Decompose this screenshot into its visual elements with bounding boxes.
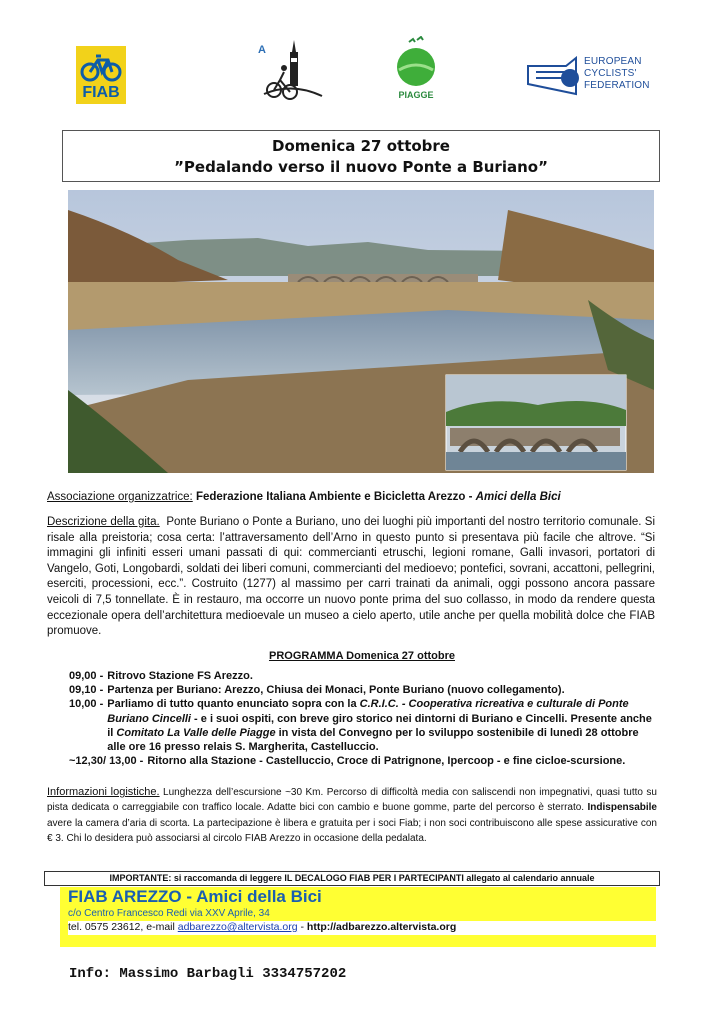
fiab-logo-text: FIAB	[82, 84, 120, 101]
program-text	[107, 697, 657, 754]
amici-della-bici-logo	[258, 38, 324, 104]
program-item	[69, 697, 657, 754]
program-item	[69, 754, 657, 768]
important-notice: IMPORTANTE: si raccomanda di leggere IL DECALOGO FIAB PER I PARTECIPANTI allegato al calendario annuale	[44, 871, 660, 886]
ecf-logo-text	[584, 56, 650, 92]
event-title: ”Pedalando verso il nuovo Ponte a Buriano”	[174, 158, 548, 176]
description-text: Ponte Buriano o Ponte a Buriano, uno dei luoghi più importanti del nostro territorio comunale. Si risale alla preistoria; cosa certa: l’attraversamento dell’Arno in questo punto si presentava più facile che altrove. “Si immagini gli infiniti esseri umani passati di qui: commercianti etruschi, legioni romane, Galli invasori, portatori di Vangelo, Goti, Longobardi, soldati dei liberi comuni, commercianti del medioevo; pontefici, sovrani, accattoni, pellegrini, eserciti, processioni, ecc.”. Costruito (1277) al massimo per carri trainati da animali, oggi possono ancora passare veicoli di 7,5 tonnellate. È in restauro, ma occorre un nuovo ponte prima del suo collasso, in modo da rendere questa eccezionale opera dell’architettura medioevale un museo a cielo aperto, utile anche per quella mobilità dolce che FIAB promuove.	[47, 516, 655, 638]
footer-title: FIAB AREZZO - Amici della Bici	[68, 887, 322, 906]
organizer-name: Federazione Italiana Ambiente e Bicicletta Arezzo	[195, 491, 466, 503]
program-item	[69, 683, 657, 697]
piagge-logo	[393, 36, 439, 106]
website-link[interactable]: http://adbarezzo.altervista.org	[306, 921, 457, 933]
ecf-line-1: EUROPEAN	[584, 56, 642, 67]
footer-tel: tel. 0575 23612, e-mail	[68, 921, 178, 933]
program-text: Partenza per Buriano: Arezzo, Chiusa dei Monaci, Ponte Buriano (nuovo collegamento).	[107, 684, 565, 697]
info-text: Info: Massimo Barbagli 3334757202	[69, 966, 347, 982]
program-time: 09,10 -	[69, 684, 104, 697]
program-title-text: PROGRAMMA Domenica 27 ottobre	[268, 650, 455, 662]
info-contact	[69, 966, 346, 982]
logistics-info	[47, 785, 657, 847]
program-text: Ritrovo Stazione FS Arezzo.	[107, 670, 253, 682]
piagge-logo-text: PIAGGE	[398, 90, 434, 100]
event-date: Domenica 27 ottobre	[272, 137, 450, 155]
cric-name: C.R.I.C. - Cooperativa ricreativa e culturale di Ponte Buriano Cincelli	[107, 698, 629, 725]
footer-contact	[68, 921, 656, 935]
description-label: Descrizione della gita.	[47, 516, 160, 528]
event-title-box	[62, 130, 660, 182]
ecf-line-3: FEDERATION	[584, 80, 650, 91]
program-text-part: - e i suoi ospiti, con breve giro storico nei dintorni di Buriano e Cincelli. Presente anche il	[107, 712, 652, 739]
logistics-bold: Indispensabile	[587, 802, 657, 814]
ecf-swoosh-icon	[526, 56, 580, 96]
program-title	[0, 650, 724, 662]
program-text: Ritorno alla Stazione - Castelluccio, Croce di Patrignone, Ipercoop - e fine cicloe-scursione.	[147, 755, 626, 768]
program-time: ~12,30/ 13,00 -	[69, 755, 144, 768]
ecf-logo	[526, 56, 656, 100]
organizer-line	[47, 491, 561, 503]
ecf-line-2: CYCLISTS'	[584, 68, 637, 79]
program-list	[69, 669, 657, 768]
program-time: 10,00 -	[69, 698, 104, 711]
program-time: 09,00 -	[69, 670, 104, 682]
program-item	[69, 669, 657, 683]
email-link[interactable]: adbarezzo@altervista.org	[177, 921, 298, 933]
tower-cyclist-icon	[258, 38, 324, 104]
organizer-label: Associazione organizzatrice:	[47, 491, 193, 503]
organizer-club: Amici della Bici	[475, 491, 561, 503]
trip-description	[47, 515, 655, 640]
comitato-name: Comitato La Valle delle Piagge	[116, 726, 276, 739]
program-text-part: in vista del Convegno per lo sviluppo sostenibile di lunedì 28 ottobre alle ore 16 presso relais S. Margherita, Castelluccio.	[107, 726, 639, 754]
footer-separator: -	[297, 921, 307, 933]
globe-icon	[393, 36, 439, 90]
organizer-separator: -	[465, 491, 476, 503]
logistics-label: Informazioni logistiche.	[47, 786, 160, 798]
logistics-text: Lunghezza dell’escursione ~30 Km. Percorso di difficoltà media con saliscendi non impegnativi, quasi tutto su pista dedicata o carreggiabile con traffico locale. Adatte bici con cambio e buone gomme, parte del percorso è sterrato.	[47, 787, 657, 814]
logistics-text: avere la camera d’aria di scorta. La partecipazione è libera e gratuita per i soci Fiab; i non soci contribuiscono alle spese assicurative con € 3. Chi lo desidera può associarsi al circolo FIAB Arezzo in occasione della pedalata.	[47, 817, 657, 845]
program-text-part: Parliamo di tutto quanto enunciato sopra con la	[107, 698, 360, 711]
amici-logo-letter: A	[258, 44, 266, 56]
bicycle-icon	[80, 52, 122, 82]
ponte-buriano-photo	[68, 190, 654, 473]
fiab-logo	[76, 46, 126, 104]
footer-address: c/o Centro Francesco Redi via XXV Aprile, 34	[68, 908, 270, 919]
